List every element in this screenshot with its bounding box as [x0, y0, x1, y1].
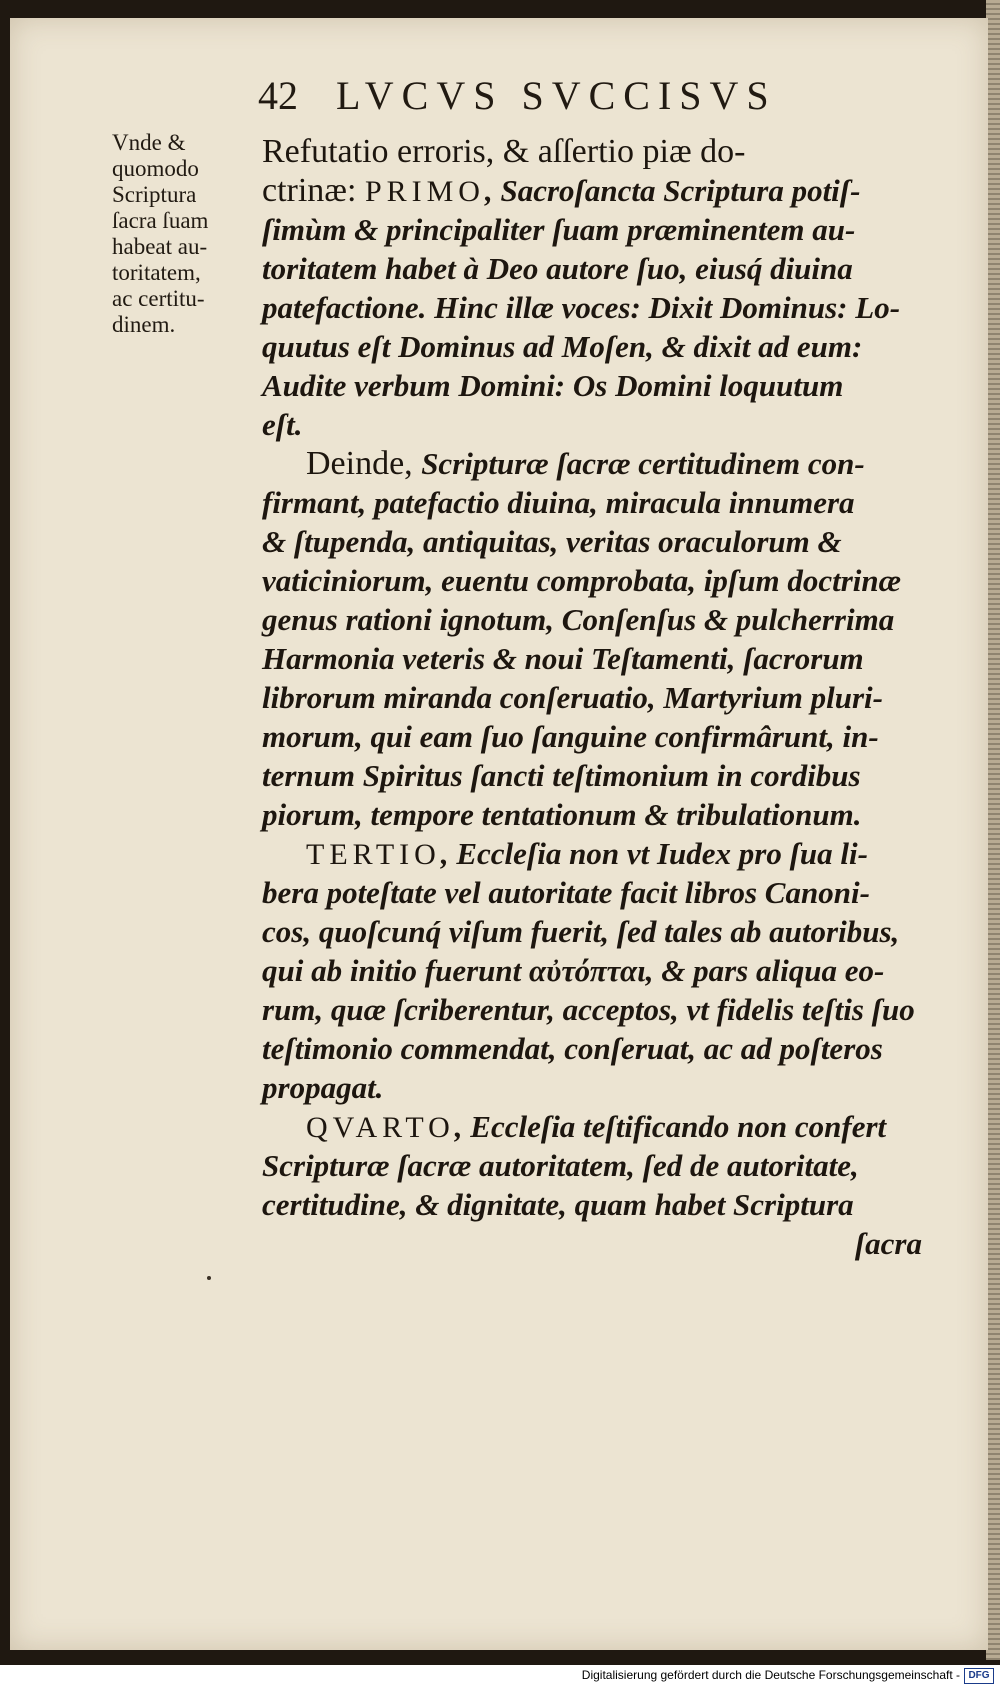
text-line: patefactione. Hinc illæ voces: Dixit Dominus: Lo- [262, 290, 901, 325]
dfg-logo: DFG [964, 1668, 994, 1684]
digitization-footer [0, 1665, 1000, 1687]
margin-line: ac certitu- [112, 286, 205, 311]
running-head [258, 72, 818, 122]
text-run: , Sacroſancta Scriptura potiſ- [484, 173, 861, 208]
text-run: Scripturæ ſacræ certitudinem con- [421, 446, 865, 481]
margin-line: Scriptura [112, 182, 197, 207]
text-line [262, 834, 932, 873]
text-line: bera poteſtate vel autoritate facit libros Canoni- [262, 875, 870, 910]
text-line: Harmonia veteris & noui Teſtamenti, ſacrorum [262, 641, 864, 676]
text-line: quutus eſt Dominus ad Moſen, & dixit ad eum: [262, 329, 863, 364]
margin-line: dinem. [112, 312, 176, 337]
text-line: ternum Spiritus ſancti teſtimonium in cordibus [262, 758, 861, 793]
text-run: , Eccleſia teſtificando non confert [454, 1109, 887, 1144]
book-fore-edge [986, 0, 1000, 1660]
text-line: qui ab initio fuerunt αὐτόπται, & pars aliqua eo- [262, 953, 885, 988]
text-line: rum, quæ ſcriberentur, acceptos, vt fidelis teſtis ſuo [262, 992, 915, 1027]
text-line: cos, quoſcunq́ viſum fuerit, ſed tales ab autoribus, [262, 914, 900, 949]
text-line: Audite verbum Domini: Os Domini loquutum [262, 368, 844, 403]
text-line: vaticiniorum, euentu comprobata, ipſum doctrinæ [262, 563, 901, 598]
text-line: firmant, patefactio diuina, miracula innumera [262, 485, 855, 520]
page-number: 42 [258, 73, 298, 118]
catchword: ſacra [854, 1226, 922, 1261]
text-line [262, 132, 932, 171]
paragraph-heading: Refutatio erroris, & aſſertio piæ do- [262, 133, 746, 170]
margin-line: ſacra ſuam [112, 208, 209, 233]
marginal-note [112, 130, 252, 338]
text-line: teſtimonio commendat, conſeruat, ac ad poſteros [262, 1031, 883, 1066]
running-title: LVCVS SVCCISVS [336, 73, 777, 118]
section-marker-quarto: QVARTO [306, 1111, 455, 1144]
text-run: ctrinæ: [262, 172, 365, 209]
margin-line: Vnde & [112, 130, 186, 155]
text-line: piorum, tempore tentationum & tribulationum. [262, 797, 862, 832]
text-line: certitudine, & dignitate, quam habet Scriptura [262, 1187, 854, 1222]
text-line: morum, qui eam ſuo ſanguine confirmârunt, in- [262, 719, 879, 754]
margin-line: quomodo [112, 156, 199, 181]
text-line: propagat. [262, 1070, 384, 1105]
text-line: ſimùm & principaliter ſuam præminentem au- [262, 212, 856, 247]
margin-line: habeat au- [112, 234, 208, 259]
text-line: Scripturæ ſacræ autoritatem, ſed de autoritate, [262, 1148, 859, 1183]
text-line: & ſtupenda, antiquitas, veritas oraculorum & [262, 524, 842, 559]
text-line: genus rationi ignotum, Conſenſus & pulcherrima [262, 602, 895, 637]
margin-line: toritatem, [112, 260, 201, 285]
funding-credit: Digitalisierung gefördert durch die Deutsche Forschungsgemeinschaft - [581, 1668, 960, 1682]
text-line [262, 444, 932, 483]
text-line: toritatem habet à Deo autore ſuo, eiusq́ diuina [262, 251, 853, 286]
text-line [262, 1107, 932, 1146]
section-marker-deinde: Deinde, [306, 445, 422, 482]
ink-speck [207, 1276, 211, 1280]
text-line: eſt. [262, 407, 303, 442]
body-text [262, 132, 932, 1263]
text-line: librorum miranda conſeruatio, Martyrium pluri- [262, 680, 883, 715]
section-marker-tertio: TERTIO [306, 838, 441, 871]
section-marker-primo: PRIMO [364, 175, 485, 208]
text-line [262, 171, 932, 210]
text-run: , Eccleſia non vt Iudex pro ſua li- [440, 836, 868, 871]
